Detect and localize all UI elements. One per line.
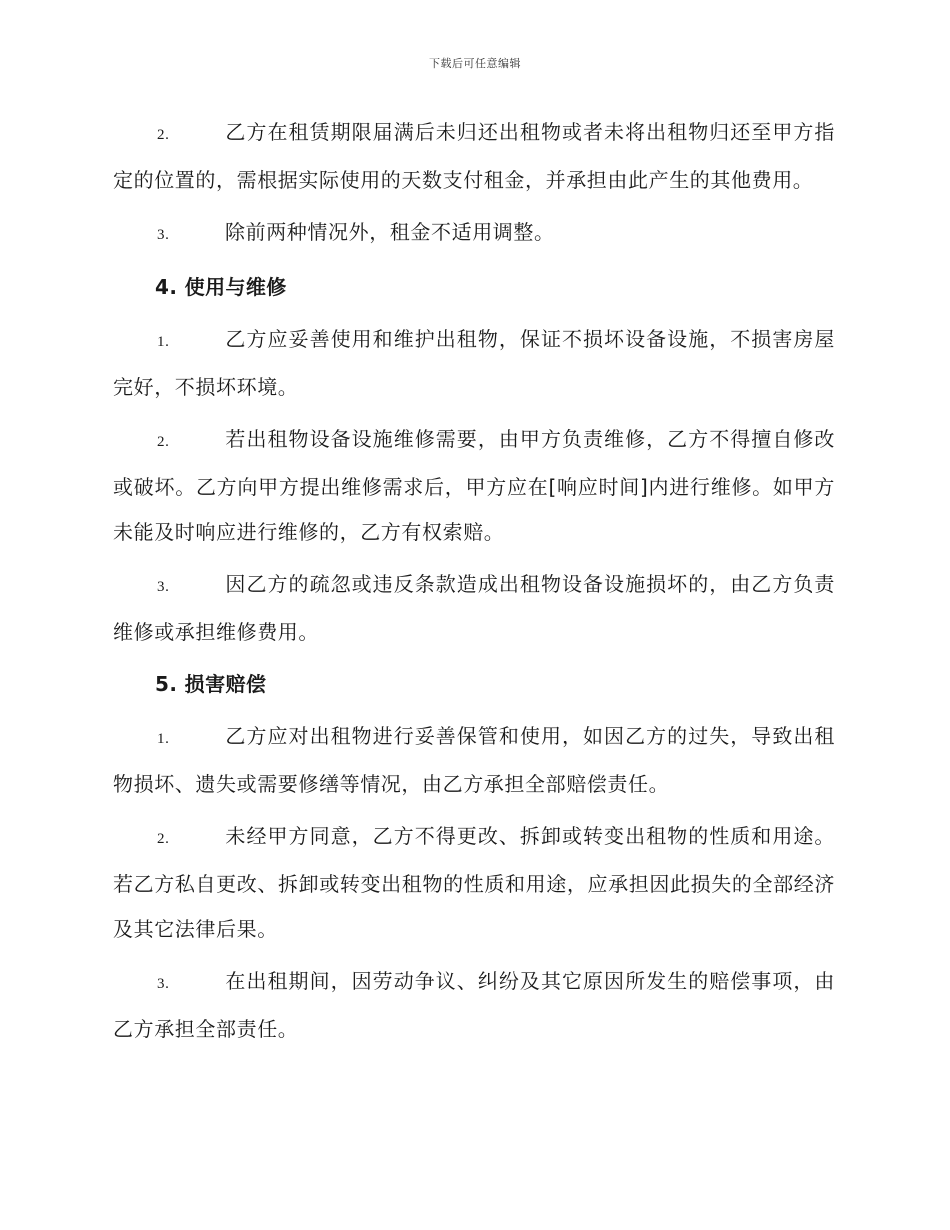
clause-number: 2. bbox=[157, 434, 170, 450]
clause-number: 3. bbox=[157, 976, 170, 992]
section-heading: 4. 使用与维修 bbox=[155, 275, 287, 299]
document-body bbox=[113, 110, 835, 1059]
clause-number: 1. bbox=[157, 334, 170, 350]
clause-paragraph bbox=[113, 417, 835, 555]
clause-text: 若出租物设备设施维修需要，由甲方负责维修，乙方不得擅自修改或破坏。乙方向甲方提出维修需求后，甲方应在[响应时间]内进行维修。如甲方未能及时响应进行维修的，乙方有权索赔。 bbox=[113, 427, 835, 544]
clause-number: 3. bbox=[157, 227, 170, 243]
clause-text: 因乙方的疏忽或违反条款造成出租物设备设施损坏的，由乙方负责维修或承担维修费用。 bbox=[113, 572, 835, 644]
clause-paragraph bbox=[113, 714, 835, 807]
clause-paragraph bbox=[113, 562, 835, 655]
clause-text: 未经甲方同意，乙方不得更改、拆卸或转变出租物的性质和用途。若乙方私自更改、拆卸或转变出租物的性质和用途，应承担因此损失的全部经济及其它法律后果。 bbox=[113, 824, 835, 941]
clause-number: 2. bbox=[157, 127, 170, 143]
clause-paragraph bbox=[113, 959, 835, 1052]
clause-text: 乙方应妥善使用和维护出租物，保证不损坏设备设施，不损害房屋完好，不损坏环境。 bbox=[113, 327, 835, 399]
clause-paragraph bbox=[113, 110, 835, 203]
clause-paragraph bbox=[113, 317, 835, 410]
clause-paragraph bbox=[113, 210, 835, 258]
clause-number: 3. bbox=[157, 579, 170, 595]
clause-text: 乙方在租赁期限届满后未归还出租物或者未将出租物归还至甲方指定的位置的，需根据实际使用的天数支付租金，并承担由此产生的其他费用。 bbox=[113, 120, 835, 192]
header-note: 下载后可任意编辑 bbox=[429, 57, 521, 70]
clause-number: 2. bbox=[157, 831, 170, 847]
clause-text: 乙方应对出租物进行妥善保管和使用，如因乙方的过失，导致出租物损坏、遗失或需要修缮等情况，由乙方承担全部赔偿责任。 bbox=[113, 724, 835, 796]
clause-text: 在出租期间，因劳动争议、纠纷及其它原因所发生的赔偿事项，由乙方承担全部责任。 bbox=[113, 969, 835, 1041]
section-heading: 5. 损害赔偿 bbox=[155, 672, 267, 696]
clause-paragraph bbox=[113, 814, 835, 952]
clause-text: 除前两种情况外，租金不适用调整。 bbox=[225, 220, 555, 244]
clause-number: 1. bbox=[157, 731, 170, 747]
